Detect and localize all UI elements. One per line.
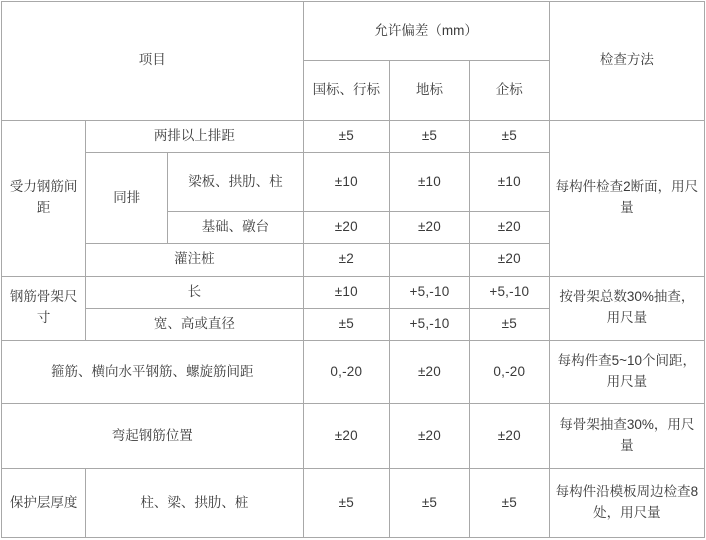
- value-local: ±20: [390, 404, 470, 469]
- table-row: [2, 120, 705, 152]
- row-label-cast-in-place-pile: 灌注桩: [86, 244, 303, 276]
- spec-table-sheet: [0, 1, 706, 540]
- method-text: 每骨架抽查30%，用尺量: [549, 404, 704, 469]
- row-label-column-beam-arch-pile: 柱、梁、拱肋、桩: [86, 469, 303, 538]
- group-label-cover-thickness: 保护层厚度: [2, 469, 86, 538]
- header-item: 项目: [2, 2, 304, 121]
- row-label-width-height-diameter: 宽、高或直径: [86, 308, 303, 340]
- value-national: 0,-20: [303, 341, 389, 404]
- value-national: ±5: [303, 469, 389, 538]
- value-national: ±20: [303, 404, 389, 469]
- group-label-cage-dimension: 钢筋骨架尺寸: [2, 276, 86, 341]
- value-local: ±20: [390, 341, 470, 404]
- value-local: ±20: [390, 212, 470, 244]
- value-national: ±5: [303, 308, 389, 340]
- method-text: 每构件检查2断面，用尺量: [549, 120, 704, 276]
- row-label-length: 长: [86, 276, 303, 308]
- row-label-beam-arch-column: 梁板、拱肋、柱: [168, 153, 303, 212]
- header-method: 检查方法: [549, 2, 704, 121]
- value-local: ±5: [390, 469, 470, 538]
- table-header-row-1: [2, 2, 705, 61]
- header-sub-local: 地标: [390, 61, 470, 120]
- table-row: [2, 276, 705, 308]
- header-tolerance-group: 允许偏差（mm）: [303, 2, 549, 61]
- table-row: [2, 341, 705, 404]
- method-text: 每构件查5~10个间距，用尺量: [549, 341, 704, 404]
- group-label-rebar-spacing: 受力钢筋间距: [2, 120, 86, 276]
- row-label-stirrup-spacing: 箍筋、横向水平钢筋、螺旋筋间距: [2, 341, 304, 404]
- value-enterprise: ±20: [469, 404, 549, 469]
- header-sub-national: 国标、行标: [303, 61, 389, 120]
- value-enterprise: +5,-10: [469, 276, 549, 308]
- value-national: ±5: [303, 120, 389, 152]
- value-national: ±20: [303, 212, 389, 244]
- method-text: 每构件沿模板周边检查8处，用尺量: [549, 469, 704, 538]
- value-local: ±10: [390, 153, 470, 212]
- row-label-same-row: 同排: [86, 153, 168, 244]
- value-local: +5,-10: [390, 308, 470, 340]
- table-row: [2, 404, 705, 469]
- value-national: ±10: [303, 153, 389, 212]
- value-national: ±10: [303, 276, 389, 308]
- row-label-bent-rebar-position: 弯起钢筋位置: [2, 404, 304, 469]
- value-local: [390, 244, 470, 276]
- value-enterprise: ±20: [469, 244, 549, 276]
- table-row: [2, 469, 705, 538]
- value-enterprise: ±5: [469, 469, 549, 538]
- value-local: +5,-10: [390, 276, 470, 308]
- value-enterprise: ±5: [469, 120, 549, 152]
- value-national: ±2: [303, 244, 389, 276]
- value-enterprise: ±5: [469, 308, 549, 340]
- value-enterprise: 0,-20: [469, 341, 549, 404]
- value-enterprise: ±10: [469, 153, 549, 212]
- value-local: ±5: [390, 120, 470, 152]
- row-label-multi-row-spacing: 两排以上排距: [86, 120, 303, 152]
- header-sub-enterprise: 企标: [469, 61, 549, 120]
- value-enterprise: ±20: [469, 212, 549, 244]
- method-text: 按骨架总数30%抽查，用尺量: [549, 276, 704, 341]
- rebar-tolerance-table: [1, 1, 705, 538]
- row-label-foundation-pier: 基础、礅台: [168, 212, 303, 244]
